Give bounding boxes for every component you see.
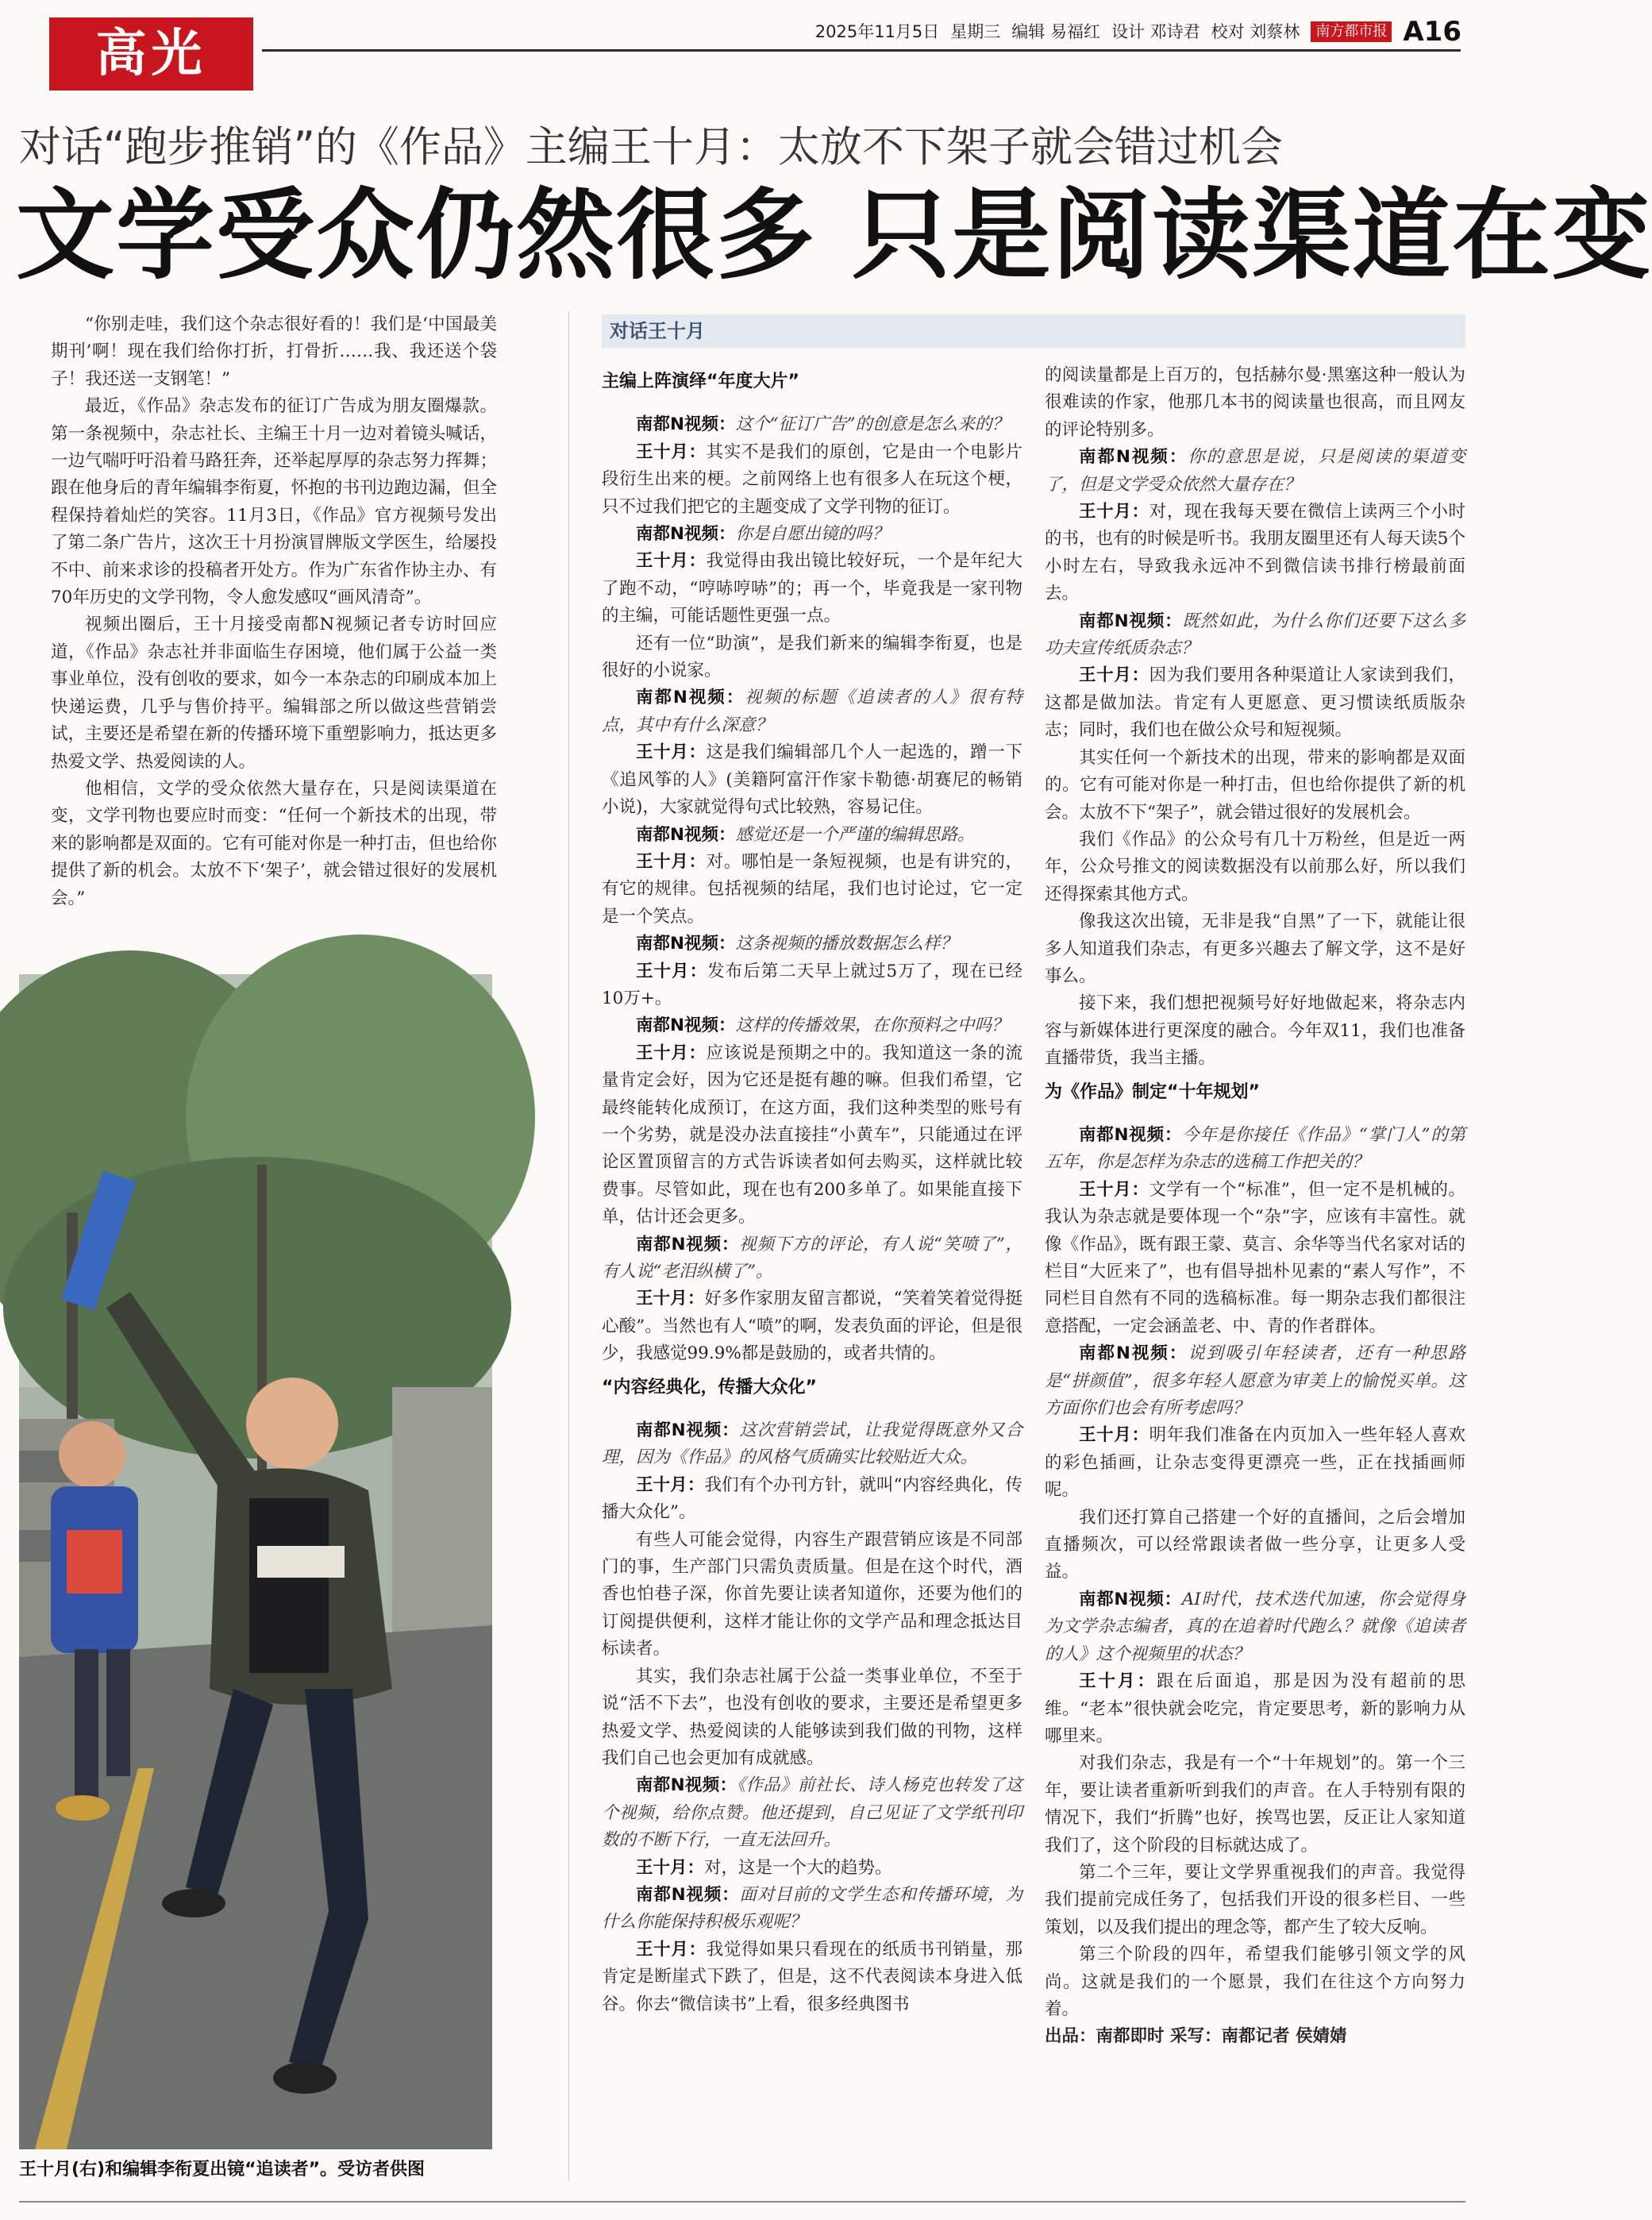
speaker-label: 南都N视频： [636,824,736,845]
body-paragraph: 我们还打算自己搭建一个好的直播间，之后会增加直播频次，可以经常跟读者做一些分享，让更多人受益。 [1045,1507,1465,1582]
paper-logo: 南方都市报 [1311,21,1392,42]
speaker-label: 南都N视频： [636,1234,740,1255]
intro-paragraph: “你别走哇，我们这个杂志很好看的！我们是‘中国最美期刊’啊！现在我们给你打折，打骨折……我、我还送个袋子！我还送一支钢笔！” [51,314,497,389]
speaker-label: 南都N视频： [636,934,736,954]
section-heading: 为《作品》制定“十年规划” [1045,1081,1260,1102]
interview-answer [1045,1422,1465,1504]
interview-question [602,1772,1022,1854]
speaker-label: 南都N视频： [636,414,736,435]
interview-answer [602,548,1022,630]
answer-text: 我觉得由我出镜比较好玩，一个是年纪大了跑不动，“哼哧哼哧”的；再一个，毕竟我是一家刊物的主编，可能话题性更强一点。 [602,551,1022,626]
section-heading: 主编上阵演绎“年度大片” [602,372,799,391]
answer-text: 应该说是预期之中的。我知道这一条的流量肯定会好，因为它还是挺有趣的嘛。但我们希望，它最终能转化成预订，在这方面，我们这种类型的账号有一个劣势，就是没办法直接挂“小黄车”，只能通过在评论区置顶留言的方式告诉读者如何去购买，这样就比较费事。尽管如此，现在也有200多单了。如果能直接下单，估计还会更多。 [602,1043,1022,1228]
question-text: 视频的标题《追读者的人》很有特点，其中有什么深意？ [602,688,1022,735]
headline: 文学受众仍然很多 只是阅读渠道在变 [16,179,1652,293]
speaker-label: 王十月： [636,1289,705,1309]
answer-text: 我们有个办刊方针，就叫“内容经典化，传播大众化”。 [602,1474,1022,1523]
body-paragraph: 接下来，我们想把视频号好好地做起来，将杂志内容与新媒体进行更深度的融合。今年双11，我们也准备直播带货，我当主播。 [1045,993,1465,1069]
interview-answer [602,1040,1022,1231]
speaker-label: 王十月： [636,441,707,462]
speaker-label: 王十月： [636,851,707,872]
answer-text: 发布后第二天早上就过5万了，现在已经10万+。 [602,961,1022,1008]
editor-credit: 编辑 易福红 [1011,22,1100,41]
interview-answer [602,1937,1022,2018]
article-credit: 出品：南都即时 采写：南都记者 侯婧婧 [1045,2026,1347,2047]
speaker-label: 南都N视频： [1079,447,1188,468]
body-paragraph: 其实任何一个新技术的出现，带来的影响都是双面的。它有可能对你是一种打击，但也给你提供了新的机会。太放不下“架子”，就会错过很好的发展机会。 [1045,747,1465,823]
answer-text: 这是我们编辑部几个人一起选的，蹭一下《追风筝的人》(美籍阿富汗作家卡勒德·胡赛尼的畅销小说)，大家就觉得句式比较熟，容易记住。 [602,742,1022,818]
speaker-label: 王十月： [1079,1179,1149,1200]
question-text: 面对目前的文学生态和传播环境，为什么你能保持积极乐观呢？ [602,1884,1022,1933]
dialog-band: 对话王十月 [602,314,1465,348]
masthead-info [815,17,1461,46]
interview-question [602,1882,1022,1937]
interview-question [602,1231,1022,1286]
body-paragraph: 的阅读量都是上百万的，包括赫尔曼·黑塞这种一般认为很难读的作家，他那几本书的阅读量也很高，而且网友的评论特别多。 [1045,365,1465,440]
question-text: 这样的传播效果，在你预料之中吗？ [735,1016,1009,1036]
body-paragraph: 我们《作品》的公众号有几十万粉丝，但是近一两年，公众号推文的阅读数据没有以前那么好，所以我们还得探索其他方式。 [1045,829,1465,904]
question-text: 《作品》前社长、诗人杨克也转发了这个视频，给你点赞。他还提到，自己见证了文学纸刊印数的不断下行，一直无法回升。 [602,1775,1022,1851]
interview-answer [1045,1668,1465,1750]
speaker-label: 南都N视频： [1079,1124,1183,1145]
question-text: 今年是你接任《作品》“掌门人”的第五年，你是怎样为杂志的选稿工作把关的？ [1045,1124,1465,1173]
question-text: 你是自愿出镜的吗？ [735,524,890,545]
question-text: 你的意思是说，只是阅读的渠道变了，但是文学受众依然大量存在？ [1045,447,1465,495]
speaker-label: 王十月： [636,1857,705,1878]
answer-text: 因为我们要用各种渠道让人家读到我们，这都是做加法。肯定有人更愿意、更习惯读纸质版杂志；同时，我们也在做公众号和短视频。 [1045,665,1465,741]
speaker-label: 王十月： [636,961,708,981]
interview-question [602,411,1022,438]
interview-question [602,822,1022,849]
intro-column [51,311,497,912]
body-paragraph: 像我这次出镜，无非是我“自黑”了一下，就能让很多人知道我们杂志，有更多兴趣去了解文学，这不是好事么。 [1045,912,1465,986]
question-text: 这条视频的播放数据怎么样？ [735,934,958,954]
body-paragraph: 对我们杂志，我是有一个“十年规划”的。第一个三年，要让读者重新听到我们的声音。在人手特别有限的情况下，我们“折腾”也好，挨骂也罢，反正让人家知道我们了，这个阶段的目标就达成了。 [1045,1753,1465,1856]
question-text: 感觉还是一个严谨的编辑思路。 [735,824,975,845]
interview-question [602,1012,1022,1039]
photo-caption: 王十月(右)和编辑李衔夏出镜“追读者”。受访者供图 [19,2160,426,2180]
speaker-label: 南都N视频： [1079,611,1183,631]
answer-text: 文学有一个“标准”，但一定不是机械的。我认为杂志就是要体现一个“杂”字，应该有丰富性。就像《作品》，既有跟王蒙、莫言、余华等当代名家对话的栏目“大匠来了”，也有倡导拙朴见素的“素人写作”，不同栏目自然有不同的选稿标准。每一期杂志我们都很注意搭配，一定会涵盖老、中、青的作者群体。 [1045,1179,1465,1336]
issue-weekday: 星期三 [950,22,1001,41]
speaker-label: 王十月： [636,551,707,572]
speaker-label: 南都N视频： [636,1775,737,1796]
body-paragraph: 其实，我们杂志社属于公益一类事业单位，不至于说“活不下去”，也没有创收的要求，主要还是希望更多热爱文学、热爱阅读的人能够读到我们做的刊物，这样我们自己也会更加有成就感。 [602,1666,1022,1768]
answer-text: 好多作家朋友留言都说，“笑着笑着觉得挺心酸”。当然也有人“喷”的啊，发表负面的评论，但是很少，我感觉99.9%都是鼓励的，或者共情的。 [602,1289,1022,1364]
speaker-label: 南都N视频： [636,688,745,708]
intro-paragraph: 视频出圈后，王十月接受南都N视频记者专访时回应道，《作品》杂志社并非面临生存困境，他们属于公益一类事业单位，没有创收的要求，如今一本杂志的印刷成本加上快递运费，几乎与售价持平。编辑部之所以做这些营销尝试，主要还是希望在新的传播环境下重塑影响力，抵达更多热爱文学、热爱阅读的人。 [51,615,497,772]
speaker-label: 王十月： [636,742,707,763]
footer-rule [19,2201,1465,2203]
interview-question [1045,1586,1465,1668]
interview-answer [602,1472,1022,1527]
interview-question [602,1417,1022,1472]
intro-paragraph: 他相信，文学的受众依然大量存在，只是阅读渠道在变，文学刊物也要应时而变：“任何一个新技术的出现，带来的影响都是双面的。它有可能对你是一种打击，但也给你提供了新的机会。太放不下‘架子’，就会错过很好的发展机会。” [51,778,497,908]
body-paragraph: 第三个阶段的四年，希望我们能够引领文学的风尚。这就是我们的一个愿景，我们在往这个方向努力着。 [1045,1944,1465,2019]
interview-question [1045,608,1465,663]
speaker-label: 南都N视频： [636,524,736,545]
body-paragraph: 还有一位“助演”，是我们新来的编辑李衔夏，也是很好的小说家。 [602,633,1022,681]
speaker-label: 南都N视频： [1079,1589,1182,1609]
speaker-label: 王十月： [636,1043,707,1063]
speaker-label: 南都N视频： [636,1884,740,1905]
interview-question [602,684,1022,739]
speaker-label: 王十月： [1079,1425,1149,1446]
answer-text: 对。哪怕是一条短视频，也是有讲究的，有它的规律。包括视频的结尾，我们也讨论过，它一定是一个笑点。 [602,851,1022,927]
interview-answer [602,439,1022,521]
interview-question [602,931,1022,958]
body-paragraph: 第二个三年，要让文学界重视我们的声音。我觉得我们提前完成任务了，包括我们开设的很多栏目、一些策划，以及我们提出的理念等，都产生了较大反响。 [1045,1862,1465,1937]
dialog-column-2 [1045,362,1465,2051]
answer-text: 对，现在我每天要在微信上读两三个小时的书，也有的时候是听书。我朋友圈里还有人每天读5个小时左右，导致我永远冲不到微信读书排行榜最前面去。 [1045,502,1465,604]
question-text: AI时代，技术迭代加速，你会觉得身为文学杂志编者，真的在追着时代跑么？就像《追读者的人》这个视频里的状态？ [1045,1589,1465,1664]
body-paragraph: 有些人可能会觉得，内容生产跟营销应该是不同部门的事，生产部门只需负责质量。但是在这个时代，酒香也怕巷子深，你首先要让读者知道你，还要为他们的订阅提供便利，这样才能让你的文学产品和理念抵达目标读者。 [602,1529,1022,1659]
answer-text: 对，这是一个大的趋势。 [704,1857,892,1878]
interview-answer [1045,499,1465,608]
page-number: A16 [1403,16,1461,48]
speaker-label: 王十月： [636,1939,707,1960]
answer-text: 我觉得如果只看现在的纸质书刊销量，那肯定是断崖式下跌了，但是，这不代表阅读本身进入低谷。你去“微信读书”上看，很多经典图书 [602,1939,1022,2014]
section-heading: “内容经典化，传播大众化” [602,1377,817,1397]
interview-answer [602,739,1022,821]
answer-text: 跟在后面追，那是因为没有超前的思维。“老本”很快就会吃完，肯定要思考，新的影响力从哪里来。 [1045,1671,1465,1746]
speaker-label: 王十月： [1079,665,1149,686]
interview-question [1045,1340,1465,1422]
section-tag: 高光 [49,17,253,91]
speaker-label: 南都N视频： [1079,1343,1188,1364]
interview-answer [1045,662,1465,744]
answer-text: 其实不是我们的原创，它是由一个电影片段衍生出来的梗。之前网络上也有很多人在玩这个梗，只不过我们把它的主题变成了文学刊物的征订。 [602,441,1022,517]
question-text: 这个“征订广告”的创意是怎么来的？ [735,414,1009,435]
masthead [0,0,1479,95]
interview-answer [602,1855,1022,1882]
interview-question [1045,444,1465,499]
interview-answer [1045,1177,1465,1340]
interview-answer [602,1285,1022,1367]
subheadline: 对话“跑步推销”的《作品》主编王十月：太放不下架子就会错过机会 [19,123,1283,172]
answer-text: 明年我们准备在内页加入一些年轻人喜欢的彩色插画，让杂志变得更漂亮一些，正在找插画师呢。 [1045,1425,1465,1501]
runners-photo-illustration [19,974,492,2149]
interview-answer [602,958,1022,1013]
intro-paragraph: 最近，《作品》杂志发布的征订广告成为朋友圈爆款。第一条视频中，杂志社长、主编王十月一边对着镜头喊话，一边气喘吁吁沿着马路狂奔，还举起厚厚的杂志努力挥舞；跟在他身后的青年编辑李衔夏，怀抱的书刊边跑边漏，但全程保持着灿烂的笑容。11月3日，《作品》官方视频号发出了第二条广告片，这次王十月扮演冒牌版文学医生，给屡投不中、前来求诊的投稿者开处方。作为广东省作协主办、有70年历史的文学刊物，令人愈发感叹“画风清奇”。 [51,396,497,608]
designer-credit: 设计 邓诗君 [1111,22,1200,41]
dialog-column-1 [602,362,1022,2018]
speaker-label: 王十月： [1079,502,1149,522]
interview-answer [602,849,1022,931]
question-text: 这次营销尝试，让我觉得既意外又合理，因为《作品》的风格气质确实比较贴近大众。 [602,1420,1022,1468]
speaker-label: 王十月： [1079,1671,1157,1692]
article-photo [19,974,492,2149]
proofreader-credit: 校对 刘蔡林 [1211,22,1300,41]
question-text: 既然如此，为什么你们还要下这么多功夫宣传纸质杂志？ [1045,611,1465,659]
speaker-label: 王十月： [636,1474,705,1495]
interview-question [602,521,1022,548]
masthead-rule [262,49,1461,52]
interview-question [1045,1122,1465,1177]
speaker-label: 南都N视频： [636,1016,736,1036]
column-divider [568,311,569,2181]
issue-date: 2025年11月5日 [814,22,940,41]
question-text: 说到吸引年轻读者，还有一种思路是“拼颜值”，很多年轻人愿意为审美上的愉悦买单。这方面你们也会有所考虑吗？ [1045,1343,1465,1419]
question-text: 视频下方的评论，有人说“笑喷了”，有人说“老泪纵横了”。 [602,1234,1022,1282]
speaker-label: 南都N视频： [636,1420,740,1441]
